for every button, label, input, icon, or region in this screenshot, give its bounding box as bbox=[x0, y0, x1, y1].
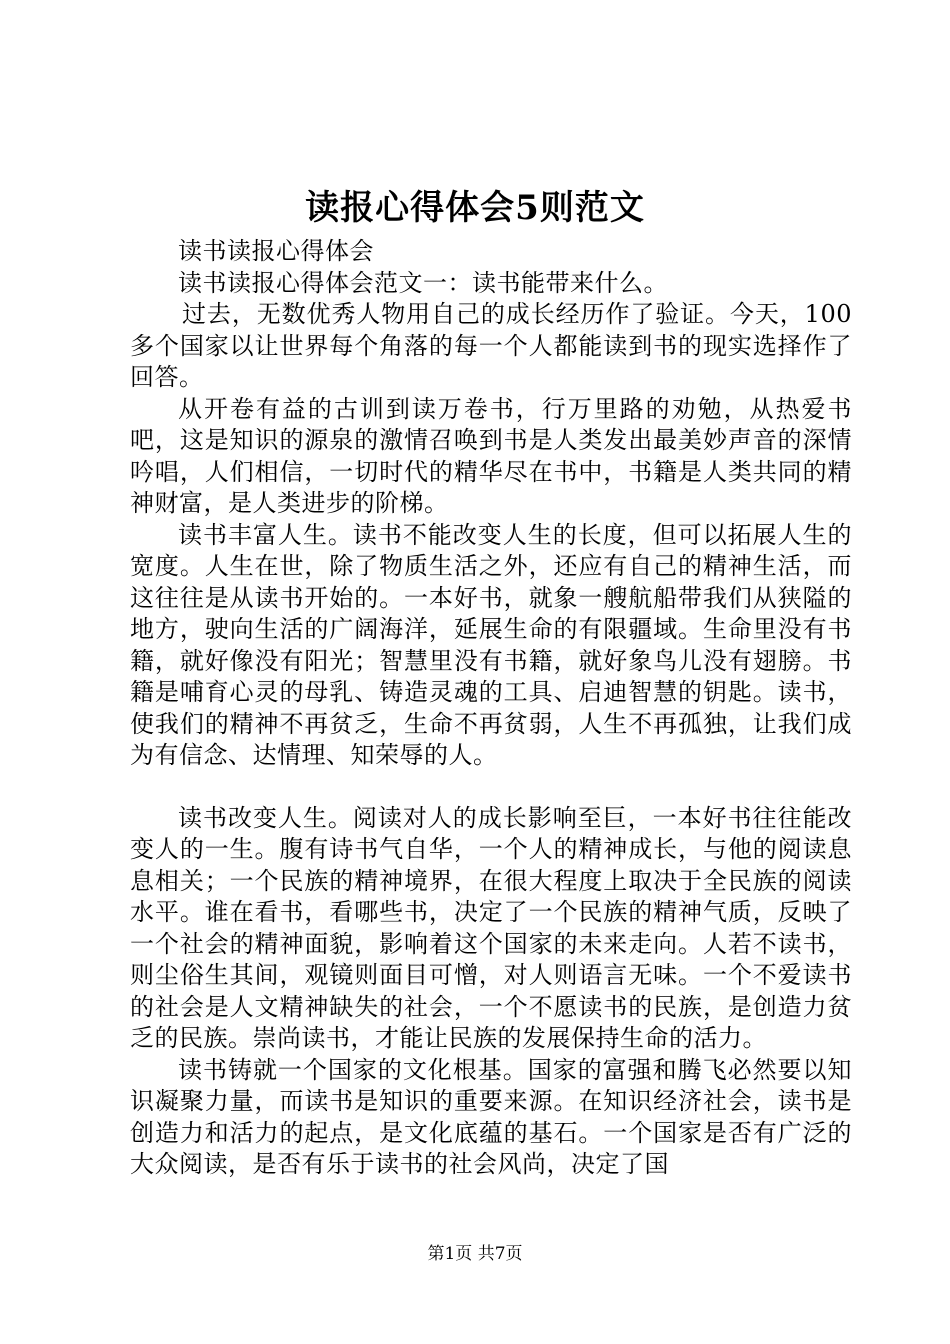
page-footer: 第1页 共7页 bbox=[427, 1244, 523, 1264]
document-body bbox=[130, 236, 852, 1181]
document-title: 读报心得体会5则范文 bbox=[305, 188, 645, 228]
paragraph: 读书丰富人生。读书不能改变人生的长度，但可以拓展人生的宽度。人生在世，除了物质生活之外，还应有自己的精神生活，而这往往是从读书开始的。一本好书，就象一艘航船带我们从狭隘的地方，驶向生活的广阔海洋，延展生命的有限疆域。生命里没有书籍，就好像没有阳光；智慧里没有书籍，就好象鸟儿没有翅膀。书籍是哺育心灵的母乳、铸造灵魂的工具、启迪智慧的钥匙。读书，使我们的精神不再贫乏，生命不再贫弱，人生不再孤独，让我们成为有信念、达情理、知荣辱的人。 bbox=[130, 520, 852, 769]
paragraph: 读书铸就一个国家的文化根基。国家的富强和腾飞必然要以知识凝聚力量，而读书是知识的重要来源。在知识经济社会，读书是创造力和活力的起点，是文化底蕴的基石。一个国家是否有广泛的大众阅读，是否有乐于读书的社会风尚，决定了国 bbox=[130, 1055, 852, 1178]
paragraph-gap bbox=[130, 772, 852, 803]
paragraph: 过去，无数优秀人物用自己的成长经历作了验证。今天，100多个国家以让世界每个角落的每一个人都能读到书的现实选择作了回答。 bbox=[130, 300, 852, 391]
paragraph: 从开卷有益的古训到读万卷书，行万里路的劝勉，从热爱书吧，这是知识的源泉的激情召唤到书是人类发出最美妙声音的深情吟唱，人们相信，一切时代的精华尽在书中，书籍是人类共同的精神财富，是人类进步的阶梯。 bbox=[130, 394, 852, 517]
paragraph-heading: 读书读报心得体会 bbox=[178, 237, 374, 265]
paragraph-subheading: 读书读报心得体会范文一：读书能带来什么。 bbox=[178, 268, 668, 297]
paragraph: 读书改变人生。阅读对人的成长影响至巨，一本好书往往能改变人的一生。腹有诗书气自华，一个人的精神成长，与他的阅读息息相关；一个民族的精神境界，在很大程度上取决于全民族的阅读水平。谁在看书，看哪些书，决定了一个民族的精神气质，反映了一个社会的精神面貌，影响着这个国家的未来走向。人若不读书，则尘俗生其间，观镜则面目可憎，对人则语言无味。一个不爱读书的社会是人文精神缺失的社会，一个不愿读书的民族，是创造力贫乏的民族。崇尚读书，才能让民族的发展保持生命的活力。 bbox=[130, 803, 852, 1052]
